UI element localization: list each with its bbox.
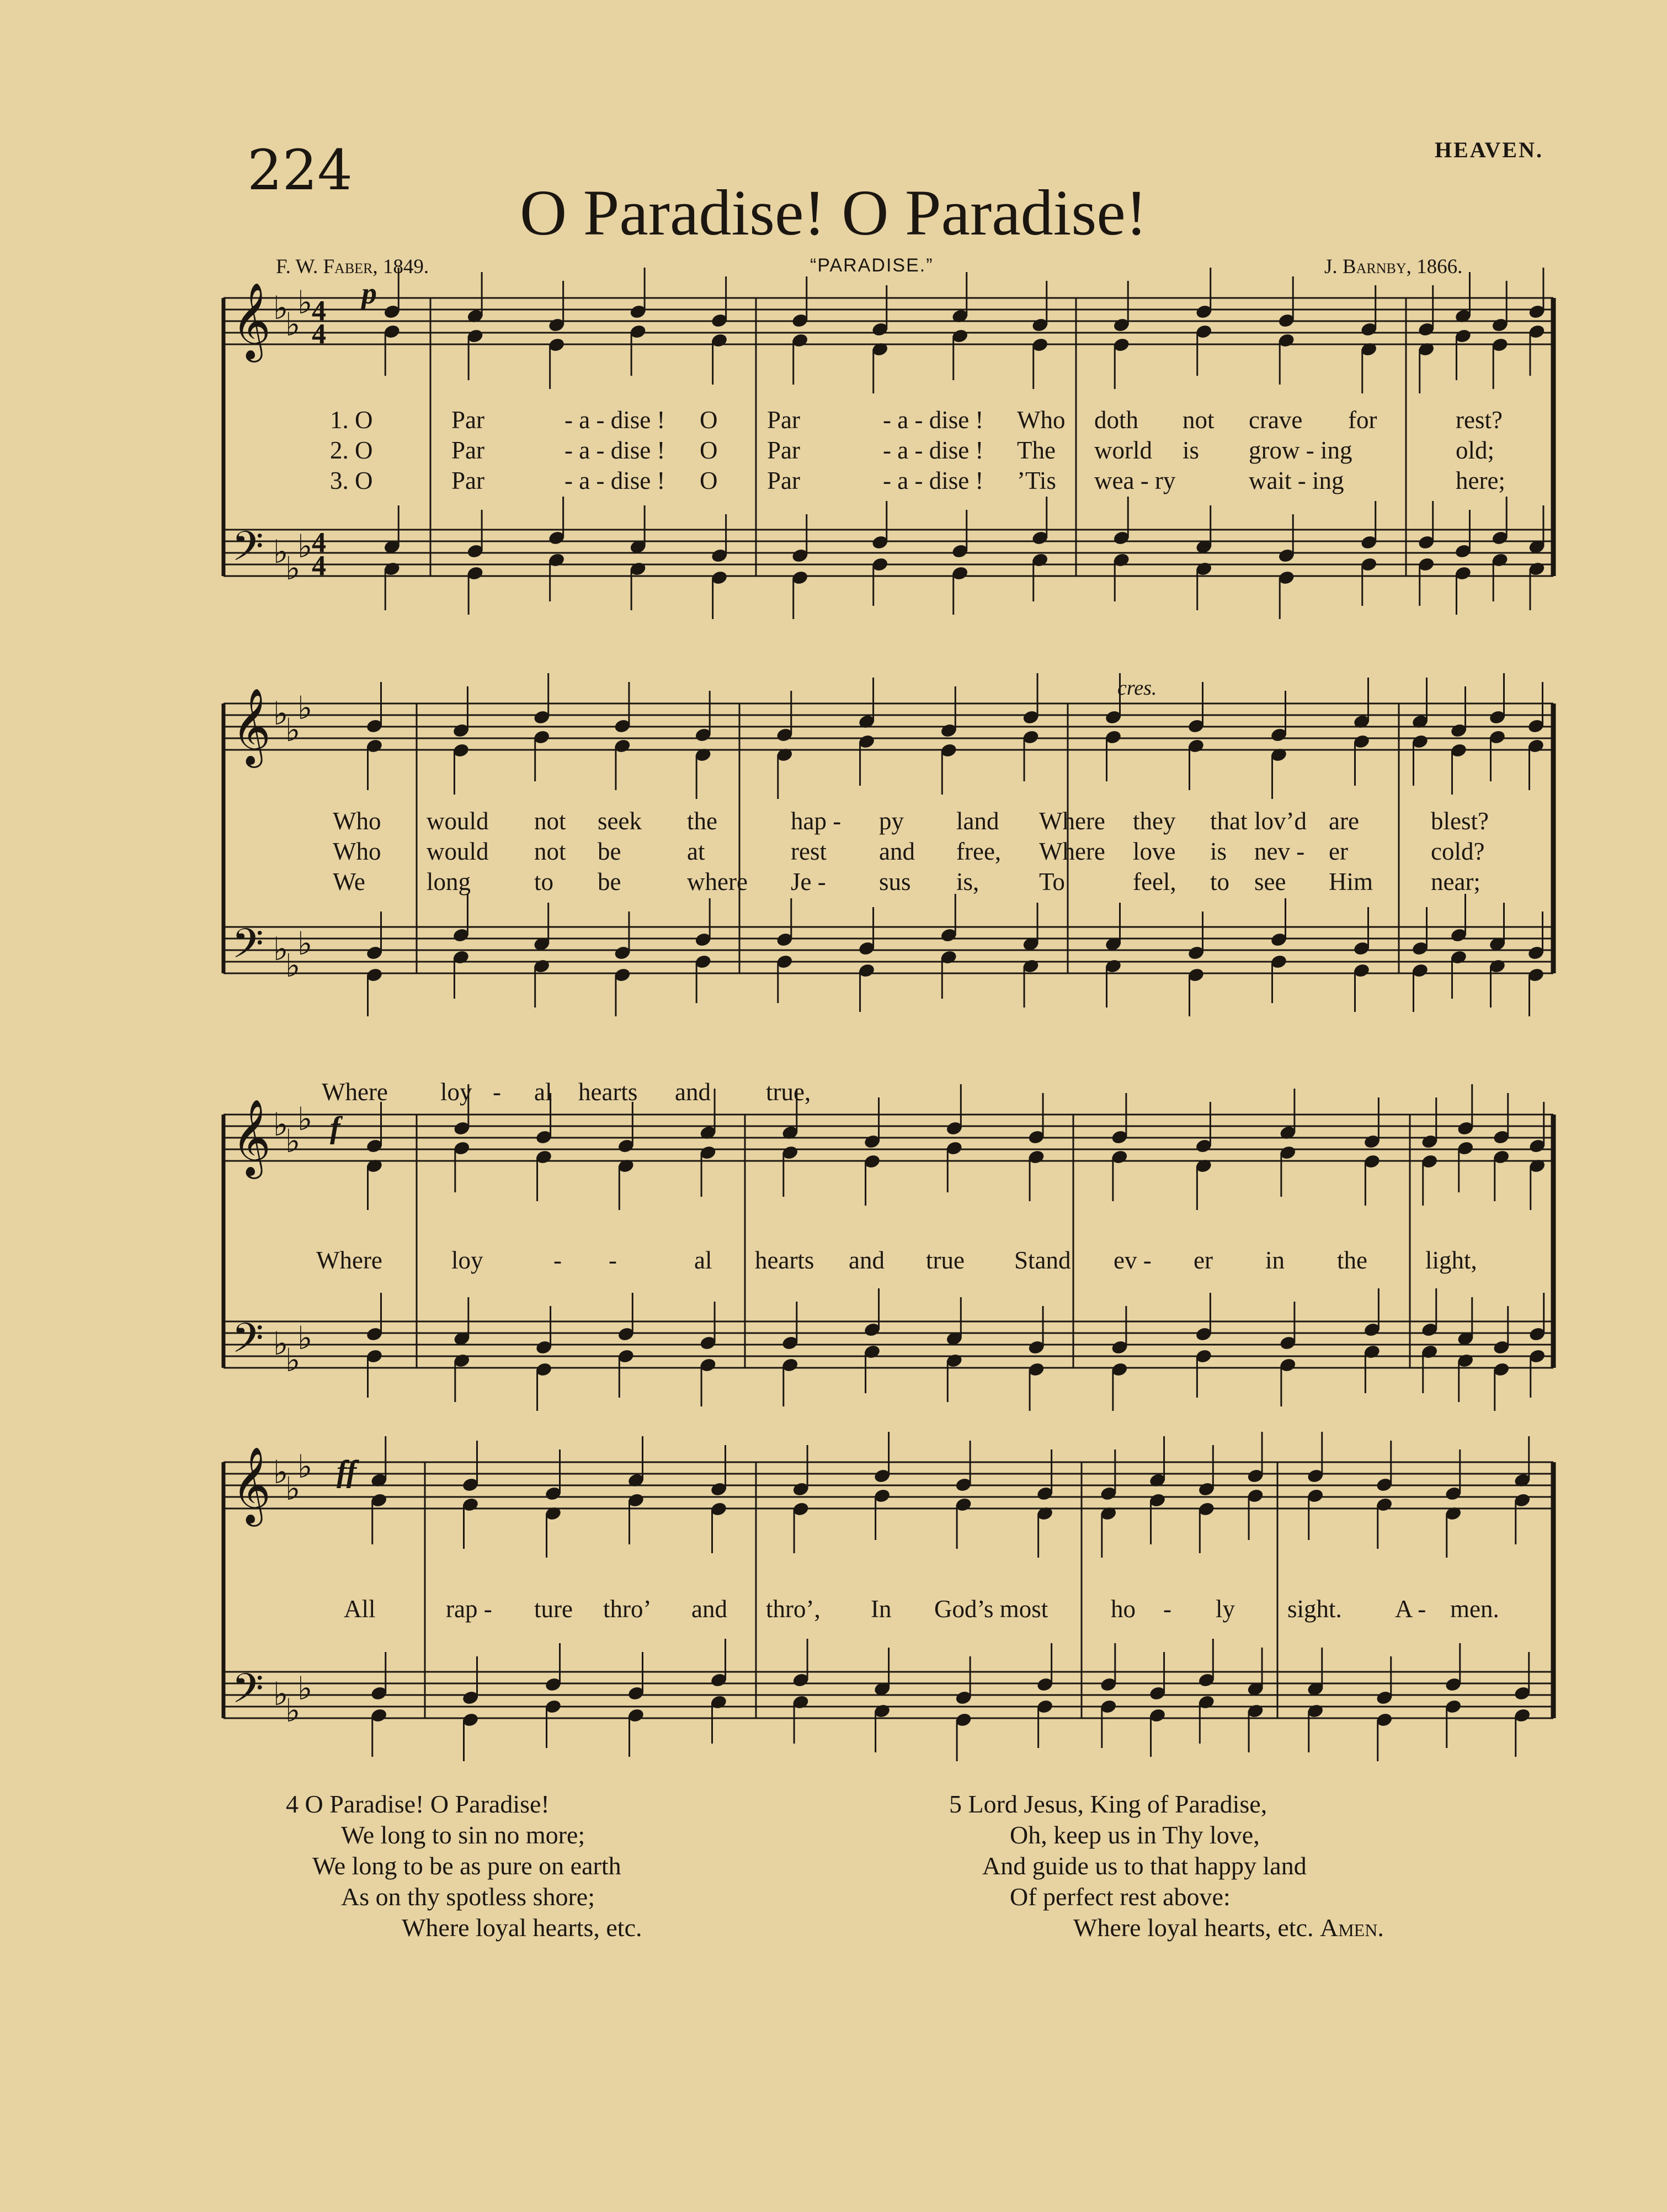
refrain-below-word: and — [849, 1246, 885, 1274]
refrain-below-word: in — [1265, 1246, 1285, 1274]
stanza-5 — [949, 1789, 1384, 1943]
verse-3-line-2-word: near; — [1431, 868, 1480, 896]
verse-1-line-2-word: that — [1210, 807, 1248, 835]
verse-3-line-2-word: see — [1254, 868, 1286, 896]
flat-icon: ♭ — [273, 1325, 289, 1362]
verse-3-line-1-word: O — [700, 467, 718, 494]
stanza-5-line-4: Of perfect rest above: — [1010, 1883, 1231, 1911]
verse-1-line-2-word: land — [956, 807, 999, 835]
flat-icon: ♭ — [273, 1106, 289, 1143]
stanza-5-line-1: 5 Lord Jesus, King of Paradise, — [949, 1790, 1267, 1818]
verse-1-line-1-word: rest? — [1456, 406, 1503, 434]
verse-2-line-2-word: is — [1210, 838, 1227, 865]
verse-1-line-1-word: Par — [767, 406, 800, 434]
verse-2-line-1-word: is — [1183, 436, 1200, 464]
final-line-word: A - — [1395, 1595, 1426, 1623]
verse-1-line-2-word: blest? — [1431, 807, 1489, 835]
verse-1-line-2-word: hap - — [791, 807, 842, 835]
verse-2-line-2-word: Who — [333, 838, 381, 865]
dynamic-piano: p — [361, 276, 377, 311]
treble-clef-icon: 𝄞 — [232, 283, 271, 359]
flat-icon: ♭ — [297, 1100, 313, 1138]
stanza-4-line-4: As on thy spotless shore; — [341, 1883, 595, 1911]
verse-3-line-2-word: to — [534, 868, 554, 896]
final-line-word: All — [344, 1595, 376, 1623]
verse-1-line-1-word: Par — [451, 406, 484, 434]
verse-1-line-2-word: the — [687, 807, 717, 835]
treble-clef-icon: 𝄞 — [232, 688, 271, 765]
flat-icon: ♭ — [273, 1675, 289, 1713]
time-signature: 4 — [312, 318, 326, 350]
final-line-word: sight. — [1287, 1595, 1342, 1623]
verse-1-line-2-word: Who — [333, 807, 381, 835]
refrain-above-word: al — [534, 1078, 552, 1106]
verse-2-line-2-word: not — [534, 838, 566, 865]
verse-1-line-1-word: - a - dise ! — [883, 406, 984, 434]
verse-1-line-2-word: not — [534, 807, 566, 835]
final-line-word: God’s most — [934, 1595, 1048, 1623]
time-signature: 4 — [312, 527, 326, 558]
verse-3-line-2-word: Him — [1329, 868, 1373, 896]
flat-icon: ♭ — [273, 695, 289, 732]
verse-1-line-2-word: seek — [598, 807, 642, 835]
bass-clef-icon: 𝄢 — [232, 523, 264, 580]
time-signature: 4 — [312, 295, 326, 327]
stanza-4-line-1: 4 O Paradise! O Paradise! — [286, 1790, 550, 1818]
verse-1-line-1-word: O — [700, 406, 718, 434]
refrain-above-word: Where — [322, 1078, 388, 1106]
treble-clef-icon: 𝄞 — [232, 1447, 271, 1523]
refrain-below-word: loy — [451, 1246, 483, 1274]
tune-name: “PARADISE.” — [810, 255, 934, 276]
stanza-5-line-2: Oh, keep us in Thy love, — [1010, 1821, 1260, 1849]
verse-1-line-1-word: Who — [1017, 406, 1066, 434]
flat-icon: ♭ — [273, 1453, 289, 1491]
refrain-below-word: true — [926, 1246, 965, 1274]
refrain-below-word: hearts — [755, 1246, 814, 1274]
flat-icon: ♭ — [297, 689, 313, 727]
verse-2-line-1-word: 2. O — [330, 436, 373, 464]
flat-icon: ♭ — [285, 1122, 301, 1160]
refrain-above-word: - — [493, 1078, 501, 1106]
final-line-word: thro’ — [603, 1595, 652, 1623]
verse-2-line-1-word: - a - dise ! — [883, 436, 984, 464]
verse-2-line-2-word: and — [879, 838, 915, 865]
verse-3-line-1-word: - a - dise ! — [564, 467, 665, 494]
treble-clef-icon: 𝄞 — [232, 1099, 271, 1176]
verse-3-line-1-word: wea - ry — [1094, 467, 1176, 494]
verse-2-line-1-word: Par — [767, 436, 800, 464]
section-heading: HEAVEN. — [1435, 137, 1543, 162]
page-number: 224 — [247, 138, 353, 202]
stanza-4-line-3: We long to be as pure on earth — [312, 1852, 621, 1880]
refrain-above-word: hearts — [578, 1078, 638, 1106]
dynamic-crescendo: cres. — [1117, 676, 1157, 700]
refrain-above-word: and — [675, 1078, 711, 1106]
final-line-word: ly — [1216, 1595, 1235, 1623]
verse-3-line-2-word: to — [1210, 868, 1230, 896]
verse-3-line-2-word: long — [427, 868, 471, 896]
flat-icon: ♭ — [285, 550, 301, 587]
refrain-below-word: light, — [1425, 1246, 1477, 1274]
verse-3-line-2-word: be — [598, 868, 621, 896]
refrain-above-word: true, — [766, 1078, 811, 1106]
stanza-5-line-3: And guide us to that happy land — [982, 1852, 1307, 1880]
verse-2-line-2-word: rest — [791, 838, 827, 865]
refrain-below-word: Where — [316, 1246, 382, 1274]
stanza-4-line-5: Where loyal hearts, etc. — [402, 1913, 642, 1942]
verse-3-line-1-word: wait - ing — [1249, 467, 1344, 494]
stanza-4-line-2: We long to sin no more; — [341, 1821, 585, 1849]
refrain-below-word: al — [694, 1246, 712, 1274]
stanza-5-last-line: Where loyal hearts, etc. — [1073, 1913, 1314, 1942]
verse-2-line-1-word: old; — [1456, 436, 1495, 464]
verse-3-line-1-word: Par — [451, 467, 484, 494]
stanza-5-amen: Amen. — [1320, 1913, 1384, 1942]
verse-2-line-2-word: er — [1329, 838, 1348, 865]
composer-credit: J. Barnby, 1866. — [1324, 255, 1463, 278]
verse-3-line-2-word: is, — [956, 868, 979, 896]
flat-icon: ♭ — [273, 289, 289, 327]
verse-2-line-2-word: be — [598, 838, 621, 865]
flat-icon: ♭ — [297, 1448, 313, 1485]
final-line-word: - — [1163, 1595, 1171, 1623]
verse-2-line-2-word: cold? — [1431, 838, 1485, 865]
flat-icon: ♭ — [285, 1692, 301, 1729]
verse-1-line-1-word: not — [1183, 406, 1215, 434]
flat-icon: ♭ — [273, 930, 289, 968]
flat-icon: ♭ — [297, 1670, 313, 1707]
refrain-below-word: - — [553, 1246, 562, 1274]
verse-2-line-2-word: at — [687, 838, 705, 865]
final-line-word: In — [871, 1595, 892, 1623]
verse-1-line-2-word: lov’d — [1254, 807, 1307, 835]
dynamic-fortissimo: ff — [337, 1454, 357, 1489]
final-line-word: thro’, — [766, 1595, 821, 1623]
flat-icon: ♭ — [297, 527, 313, 565]
refrain-below-word: - — [609, 1246, 617, 1274]
dynamic-forte: f — [330, 1111, 340, 1145]
verse-2-line-1-word: O — [700, 436, 718, 464]
verse-3-line-2-word: feel, — [1133, 868, 1176, 896]
verse-3-line-1-word: 3. O — [330, 467, 373, 494]
verse-3-line-2-word: sus — [879, 868, 911, 896]
verse-2-line-2-word: would — [427, 838, 489, 865]
refrain-above-word: loy — [440, 1078, 472, 1106]
verse-3-line-1-word: here; — [1456, 467, 1505, 494]
stanza-5-line-5 — [949, 1912, 1384, 1943]
verse-1-line-1-word: - a - dise ! — [564, 406, 665, 434]
hymn-title: O Paradise! O Paradise! — [519, 177, 1148, 249]
flat-icon: ♭ — [273, 533, 289, 571]
flat-icon: ♭ — [297, 284, 313, 321]
verse-2-line-1-word: world — [1094, 436, 1152, 464]
verse-2-line-2-word: Where — [1039, 838, 1105, 865]
verse-1-line-1-word: 1. O — [330, 406, 373, 434]
verse-1-line-2-word: they — [1133, 807, 1176, 835]
verse-1-line-1-word: crave — [1249, 406, 1303, 434]
verse-1-line-1-word: for — [1348, 406, 1377, 434]
bass-clef-icon: 𝄢 — [232, 1314, 264, 1372]
final-line-word: ho — [1111, 1595, 1136, 1623]
flat-icon: ♭ — [285, 711, 301, 749]
flat-icon: ♭ — [285, 947, 301, 984]
verse-2-line-1-word: Par — [451, 436, 484, 464]
verse-3-line-2-word: where — [687, 868, 748, 896]
verse-3-line-1-word: Par — [767, 467, 800, 494]
flat-icon: ♭ — [285, 306, 301, 343]
verse-3-line-2-word: Je - — [791, 868, 826, 896]
verse-3-line-1-word: - a - dise ! — [883, 467, 984, 494]
verse-1-line-2-word: py — [879, 807, 904, 835]
final-line-word: and — [691, 1595, 727, 1623]
refrain-below-word: er — [1194, 1246, 1213, 1274]
verse-1-line-1-word: doth — [1094, 406, 1139, 434]
verse-3-line-2-word: To — [1039, 868, 1065, 896]
flat-icon: ♭ — [297, 1319, 313, 1357]
verse-2-line-2-word: nev - — [1254, 838, 1305, 865]
verse-2-line-2-word: free, — [956, 838, 1002, 865]
refrain-below-word: Stand — [1014, 1246, 1071, 1274]
refrain-below-word: the — [1337, 1246, 1367, 1274]
stanza-4 — [286, 1789, 642, 1943]
refrain-below-word: ev - — [1114, 1246, 1152, 1274]
final-line-word: men. — [1450, 1595, 1499, 1623]
flat-icon: ♭ — [285, 1341, 301, 1379]
verse-1-line-2-word: Where — [1039, 807, 1105, 835]
verse-2-line-2-word: love — [1133, 838, 1176, 865]
final-line-word: ture — [534, 1595, 573, 1623]
verse-2-line-1-word: - a - dise ! — [564, 436, 665, 464]
bass-clef-icon: 𝄢 — [232, 1665, 264, 1723]
bass-clef-icon: 𝄢 — [232, 920, 264, 978]
author-credit: F. W. Faber, 1849. — [276, 255, 429, 278]
verse-2-line-1-word: grow - ing — [1249, 436, 1352, 464]
flat-icon: ♭ — [297, 925, 313, 962]
verse-3-line-2-word: We — [333, 868, 365, 896]
verse-1-line-2-word: are — [1329, 807, 1359, 835]
verse-3-line-1-word: ’Tis — [1017, 467, 1056, 494]
flat-icon: ♭ — [285, 1470, 301, 1507]
verse-2-line-1-word: The — [1017, 436, 1056, 464]
verse-1-line-2-word: would — [427, 807, 489, 835]
final-line-word: rap - — [446, 1595, 492, 1623]
time-signature: 4 — [312, 550, 326, 582]
